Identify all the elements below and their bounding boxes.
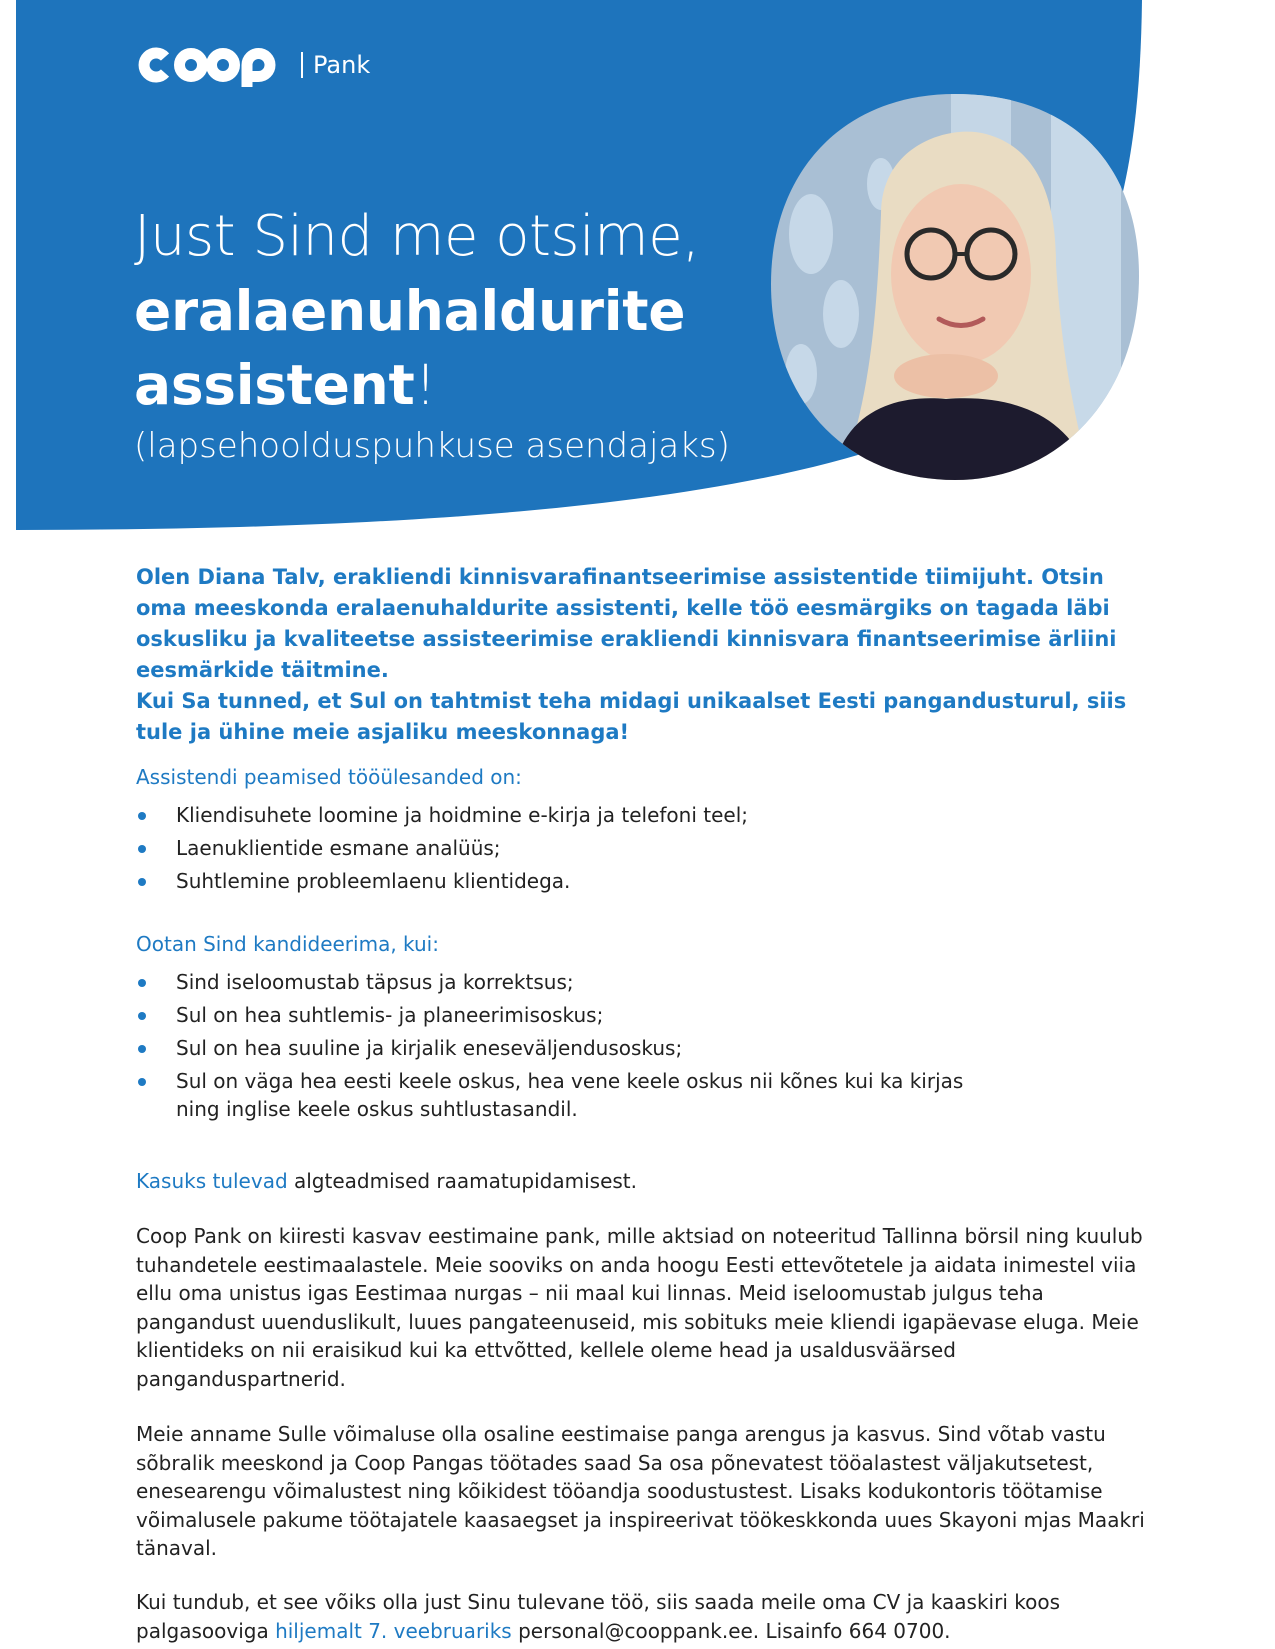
headline-line-3-text: assistent [134, 353, 415, 417]
list-item-text: Sul on väga hea eesti keele oskus, hea vene keele oskus nii kõnes kui ka kirjas ning inglise keele oskus suhtlustasandil. [176, 1069, 964, 1121]
logo-pank-label: Pank [313, 51, 371, 79]
logo-divider [301, 52, 303, 78]
intro-paragraph: Olen Diana Talv, erakliendi kinnisvarafinantseerimise assistentide tiimijuht. Otsin oma meeskonda eralaenuhaldurite assistenti, kelle töö eesmärgiks on tagada läbi oskusliku ja kvaliteetse assisteerimise erakliendi kinnisvara finantseerimise ärliini eesmärkide täitmine. [136, 565, 1117, 682]
team-lead-portrait [771, 94, 1139, 480]
bullet-icon [138, 1078, 146, 1086]
requirements-list [136, 968, 976, 1123]
headline-exclamation: ! [414, 353, 437, 417]
list-item [136, 801, 1136, 829]
list-item [136, 1067, 976, 1123]
bonus-text: algteadmised raamatupidamisest. [287, 1169, 637, 1193]
duties-list [136, 801, 1136, 895]
coop-pank-logo [135, 43, 370, 87]
invitation-paragraph: Kui Sa tunned, et Sul on tahtmist teha midagi unikaalset Eesti pangandusturul, siis tule ja ühine meie asjaliku meeskonnaga! [136, 689, 1127, 744]
requirements-title: Ootan Sind kandideerima, kui: [136, 932, 439, 956]
contact-text: personal@cooppank.ee. Lisainfo 664 0700. [511, 1618, 951, 1643]
list-item-text: Laenuklientide esmane analüüs; [176, 836, 501, 860]
list-item [136, 968, 976, 996]
coop-logo-icon [135, 43, 287, 87]
list-item-text: Sind iseloomustab täpsus ja korrektsus; [176, 970, 574, 994]
headline-line-3 [134, 350, 436, 420]
bonus-line [136, 1167, 1146, 1196]
duties-title: Assistendi peamised tööülesanded on: [136, 765, 522, 789]
list-item [136, 867, 1136, 895]
list-item-text: Sul on hea suhtlemis- ja planeerimisoskus; [176, 1003, 604, 1027]
list-item-text: Suhtlemine probleemlaenu klientidega. [176, 869, 571, 893]
bullet-icon [138, 878, 146, 886]
bullet-icon [138, 845, 146, 853]
list-item-text: Sul on hea suuline ja kirjalik eneseväljendusoskus; [176, 1036, 683, 1060]
headline-line-1: Just Sind me otsime, [134, 204, 700, 269]
bullet-icon [138, 979, 146, 987]
bonus-label: Kasuks tulevad [136, 1169, 288, 1193]
apply-text: Kui tundub, et see võiks olla just Sinu tulevane töö, siis saada meile oma CV ja kaaskiri koos palgasooviga [136, 1590, 1060, 1643]
list-item-text: Kliendisuhete loomine ja hoidmine e-kirja ja telefoni teel; [176, 803, 749, 827]
bullet-icon [138, 1045, 146, 1053]
list-item [136, 1001, 976, 1029]
headline-subtitle: (lapsehoolduspuhkuse asendajaks) [134, 426, 730, 466]
list-item [136, 1034, 976, 1062]
bullet-icon [138, 812, 146, 820]
deadline-text: hiljemalt 7. veebruariks [275, 1618, 512, 1643]
headline-line-2: eralaenuhaldurite [134, 279, 686, 343]
apply-paragraph [136, 1588, 1146, 1645]
bullet-icon [138, 1012, 146, 1020]
about-paragraph: Coop Pank on kiiresti kasvav eestimaine pank, mille aktsiad on noteeritud Tallinna börsil ning kuulub tuhandetele eestimaalastele. Meie sooviks on anda hoogu Eesti ettevõtetele ja aidata inimestel viia ellu oma unistus igas Eestimaa nurgas – nii maal kui linnas. Meid iseloomustab julgus teha pangandust uuenduslikult, luues pangateenuseid, mis sobituks meie kliendi igapäevase eluga. Meie klientideks on nii eraisikud kui ka ettvõtted, kellele oleme head ja usaldusväärsed panganduspartnerid. [136, 1224, 1143, 1391]
list-item [136, 834, 1136, 862]
benefits-paragraph: Meie anname Sulle võimaluse olla osaline eestimaise panga arengus ja kasvus. Sind võtab vastu sõbralik meeskond ja Coop Pangas töötades saad Sa osa põnevatest tööalastest väljakutsetest, enesearengu võimalustest ning kõikidest tööandja soodustustest. Lisaks kodukontoris töötamise võimalusele pakume töötajatele kaasaegset ja inspireerivat töökeskkonda uues Skayoni mjas Maakri tänaval. [136, 1422, 1145, 1560]
